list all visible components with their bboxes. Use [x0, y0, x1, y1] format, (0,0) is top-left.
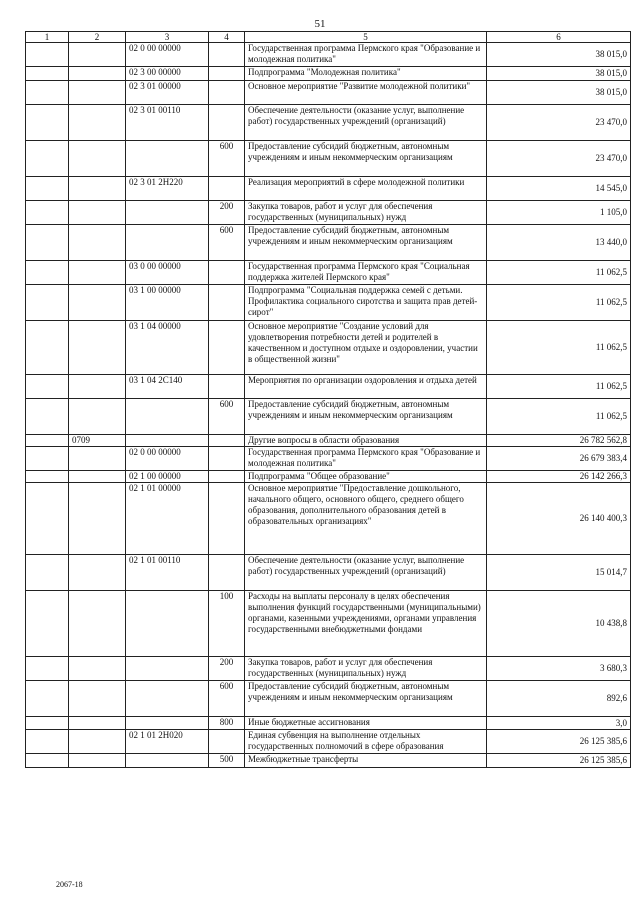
- target-cell: [69, 67, 126, 81]
- table-row: [26, 321, 631, 375]
- expense-type-cell: 200: [209, 201, 245, 225]
- target-cell: [69, 754, 126, 768]
- column-header: 5: [245, 32, 487, 43]
- amount-cell: 38 015,0: [487, 67, 631, 81]
- name-cell: Закупка товаров, работ и услуг для обеспечения государственных (муниципальных) нужд: [245, 201, 487, 225]
- expense-type-cell: [209, 81, 245, 105]
- table-row: [26, 375, 631, 399]
- column-header: 3: [126, 32, 209, 43]
- empty-cell: 03 1 00 00000: [126, 285, 209, 321]
- empty-cell: 02 1 00 00000: [126, 471, 209, 483]
- section-cell: [26, 43, 69, 67]
- name-cell: Предоставление субсидий бюджетным, автономным учреждениям и иным некоммерческим организациям: [245, 681, 487, 717]
- amount-cell: 10 438,8: [487, 591, 631, 657]
- name-cell: Основное мероприятие "Создание условий для удовлетворения потребности детей и родителей в качественном и доступном отдыхе и оздоровлении, участии в общественной жизни": [245, 321, 487, 375]
- section-cell: [26, 717, 69, 730]
- section-cell: [26, 105, 69, 141]
- name-cell: Основное мероприятие "Развитие молодежной политики": [245, 81, 487, 105]
- target-cell: [69, 177, 126, 201]
- empty-cell: 02 0 00 00000: [126, 447, 209, 471]
- target-cell: [69, 730, 126, 754]
- empty-cell: [126, 201, 209, 225]
- section-cell: [26, 681, 69, 717]
- expense-type-cell: 600: [209, 141, 245, 177]
- column-header: 4: [209, 32, 245, 43]
- amount-cell: 11 062,5: [487, 375, 631, 399]
- table-header: [26, 32, 631, 43]
- target-cell: [69, 261, 126, 285]
- amount-cell: 26 125 385,6: [487, 754, 631, 768]
- amount-cell: 26 140 400,3: [487, 483, 631, 555]
- name-cell: Подпрограмма "Общее образование": [245, 471, 487, 483]
- header-row: [26, 32, 631, 43]
- section-cell: [26, 471, 69, 483]
- expense-type-cell: [209, 435, 245, 447]
- section-cell: [26, 447, 69, 471]
- name-cell: Государственная программа Пермского края "Образование и молодежная политика": [245, 43, 487, 67]
- target-cell: [69, 399, 126, 435]
- section-cell: [26, 375, 69, 399]
- target-cell: [69, 591, 126, 657]
- table-row: [26, 447, 631, 471]
- table-row: [26, 177, 631, 201]
- table-row: [26, 201, 631, 225]
- name-cell: Мероприятия по организации оздоровления и отдыха детей: [245, 375, 487, 399]
- section-cell: [26, 225, 69, 261]
- table-row: [26, 67, 631, 81]
- amount-cell: 23 470,0: [487, 105, 631, 141]
- section-cell: [26, 141, 69, 177]
- target-cell: [69, 375, 126, 399]
- target-cell: [69, 657, 126, 681]
- expense-type-cell: 600: [209, 399, 245, 435]
- target-cell: [69, 447, 126, 471]
- amount-cell: 3 680,3: [487, 657, 631, 681]
- table-row: [26, 261, 631, 285]
- empty-cell: 03 1 04 2С140: [126, 375, 209, 399]
- name-cell: Предоставление субсидий бюджетным, автономным учреждениям и иным некоммерческим организациям: [245, 225, 487, 261]
- empty-cell: 02 3 01 2Н220: [126, 177, 209, 201]
- amount-cell: 26 782 562,8: [487, 435, 631, 447]
- target-cell: [69, 483, 126, 555]
- section-cell: [26, 399, 69, 435]
- table-row: [26, 681, 631, 717]
- name-cell: Иные бюджетные ассигнования: [245, 717, 487, 730]
- table-body: [26, 43, 631, 768]
- section-cell: [26, 730, 69, 754]
- target-cell: [69, 555, 126, 591]
- name-cell: Подпрограмма "Молодежная политика": [245, 67, 487, 81]
- section-cell: [26, 81, 69, 105]
- empty-cell: 03 1 04 00000: [126, 321, 209, 375]
- empty-cell: 02 1 01 00110: [126, 555, 209, 591]
- target-cell: [69, 141, 126, 177]
- target-cell: [69, 681, 126, 717]
- amount-cell: 3,0: [487, 717, 631, 730]
- expense-type-cell: [209, 261, 245, 285]
- name-cell: Государственная программа Пермского края "Образование и молодежная политика": [245, 447, 487, 471]
- expense-type-cell: [209, 375, 245, 399]
- expense-type-cell: 500: [209, 754, 245, 768]
- name-cell: Единая субвенция на выполнение отдельных государственных полномочий в сфере образования: [245, 730, 487, 754]
- table-row: [26, 81, 631, 105]
- expense-type-cell: [209, 483, 245, 555]
- empty-cell: 02 3 01 00000: [126, 81, 209, 105]
- amount-cell: 38 015,0: [487, 43, 631, 67]
- table-row: [26, 105, 631, 141]
- target-cell: [69, 285, 126, 321]
- name-cell: Межбюджетные трансферты: [245, 754, 487, 768]
- amount-cell: 11 062,5: [487, 285, 631, 321]
- empty-cell: [126, 435, 209, 447]
- expense-type-cell: [209, 730, 245, 754]
- empty-cell: 02 0 00 00000: [126, 43, 209, 67]
- name-cell: Другие вопросы в области образования: [245, 435, 487, 447]
- section-cell: [26, 67, 69, 81]
- amount-cell: 26 679 383,4: [487, 447, 631, 471]
- column-header: 2: [69, 32, 126, 43]
- expense-type-cell: 100: [209, 591, 245, 657]
- table-row: [26, 141, 631, 177]
- expense-type-cell: [209, 67, 245, 81]
- table-row: [26, 43, 631, 67]
- name-cell: Обеспечение деятельности (оказание услуг, выполнение работ) государственных учреждений (организаций): [245, 555, 487, 591]
- amount-cell: 892,6: [487, 681, 631, 717]
- name-cell: Расходы на выплаты персоналу в целях обеспечения выполнения функций государственными (муниципальными) органами, казенными учреждениями, органами управления государственными внебюджетными фондами: [245, 591, 487, 657]
- column-header: 6: [487, 32, 631, 43]
- name-cell: Обеспечение деятельности (оказание услуг, выполнение работ) государственных учреждений (организаций): [245, 105, 487, 141]
- name-cell: Реализация мероприятий в сфере молодежной политики: [245, 177, 487, 201]
- empty-cell: [126, 591, 209, 657]
- amount-cell: 1 105,0: [487, 201, 631, 225]
- table-row: [26, 730, 631, 754]
- expense-type-cell: [209, 447, 245, 471]
- empty-cell: [126, 225, 209, 261]
- table-row: [26, 717, 631, 730]
- target-cell: 0709: [69, 435, 126, 447]
- amount-cell: 13 440,0: [487, 225, 631, 261]
- expense-type-cell: 200: [209, 657, 245, 681]
- name-cell: Предоставление субсидий бюджетным, автономным учреждениям и иным некоммерческим организациям: [245, 141, 487, 177]
- table-row: [26, 225, 631, 261]
- name-cell: Подпрограмма "Социальная поддержка семей с детьми. Профилактика социального сиротства и защита прав детей-сирот": [245, 285, 487, 321]
- empty-cell: [126, 141, 209, 177]
- table-row: [26, 591, 631, 657]
- table-row: [26, 555, 631, 591]
- empty-cell: [126, 681, 209, 717]
- section-cell: [26, 657, 69, 681]
- table-row: [26, 657, 631, 681]
- amount-cell: 26 142 266,3: [487, 471, 631, 483]
- expense-type-cell: 600: [209, 681, 245, 717]
- page-number: 51: [314, 18, 326, 30]
- table-row: [26, 471, 631, 483]
- expense-type-cell: [209, 471, 245, 483]
- section-cell: [26, 555, 69, 591]
- budget-table: [25, 31, 631, 768]
- empty-cell: [126, 399, 209, 435]
- table-row: [26, 399, 631, 435]
- amount-cell: 23 470,0: [487, 141, 631, 177]
- section-cell: [26, 321, 69, 375]
- section-cell: [26, 285, 69, 321]
- empty-cell: 02 1 01 00000: [126, 483, 209, 555]
- amount-cell: 38 015,0: [487, 81, 631, 105]
- target-cell: [69, 225, 126, 261]
- target-cell: [69, 717, 126, 730]
- expense-type-cell: [209, 321, 245, 375]
- section-cell: [26, 261, 69, 285]
- table-row: [26, 285, 631, 321]
- target-cell: [69, 105, 126, 141]
- expense-type-cell: 600: [209, 225, 245, 261]
- document-id: 2067-18: [56, 880, 83, 889]
- expense-type-cell: [209, 177, 245, 201]
- section-cell: [26, 754, 69, 768]
- expense-type-cell: [209, 105, 245, 141]
- amount-cell: 14 545,0: [487, 177, 631, 201]
- amount-cell: 15 014,7: [487, 555, 631, 591]
- empty-cell: [126, 717, 209, 730]
- empty-cell: [126, 754, 209, 768]
- table-row: [26, 435, 631, 447]
- amount-cell: 11 062,5: [487, 261, 631, 285]
- name-cell: Предоставление субсидий бюджетным, автономным учреждениям и иным некоммерческим организациям: [245, 399, 487, 435]
- name-cell: Государственная программа Пермского края "Социальная поддержка жителей Пермского края": [245, 261, 487, 285]
- name-cell: Основное мероприятие "Предоставление дошкольного, начального общего, основного общего, среднего общего образования, дополнительного образования детей в образовательных организациях": [245, 483, 487, 555]
- target-cell: [69, 321, 126, 375]
- empty-cell: [126, 657, 209, 681]
- table-row: [26, 483, 631, 555]
- column-header: 1: [26, 32, 69, 43]
- name-cell: Закупка товаров, работ и услуг для обеспечения государственных (муниципальных) нужд: [245, 657, 487, 681]
- section-cell: [26, 483, 69, 555]
- section-cell: [26, 435, 69, 447]
- target-cell: [69, 201, 126, 225]
- section-cell: [26, 201, 69, 225]
- empty-cell: 02 3 00 00000: [126, 67, 209, 81]
- empty-cell: 03 0 00 00000: [126, 261, 209, 285]
- section-cell: [26, 591, 69, 657]
- target-cell: [69, 81, 126, 105]
- empty-cell: 02 3 01 00110: [126, 105, 209, 141]
- target-cell: [69, 43, 126, 67]
- table-row: [26, 754, 631, 768]
- target-cell: [69, 471, 126, 483]
- expense-type-cell: [209, 285, 245, 321]
- expense-type-cell: [209, 555, 245, 591]
- section-cell: [26, 177, 69, 201]
- empty-cell: 02 1 01 2Н020: [126, 730, 209, 754]
- amount-cell: 26 125 385,6: [487, 730, 631, 754]
- amount-cell: 11 062,5: [487, 321, 631, 375]
- amount-cell: 11 062,5: [487, 399, 631, 435]
- expense-type-cell: [209, 43, 245, 67]
- expense-type-cell: 800: [209, 717, 245, 730]
